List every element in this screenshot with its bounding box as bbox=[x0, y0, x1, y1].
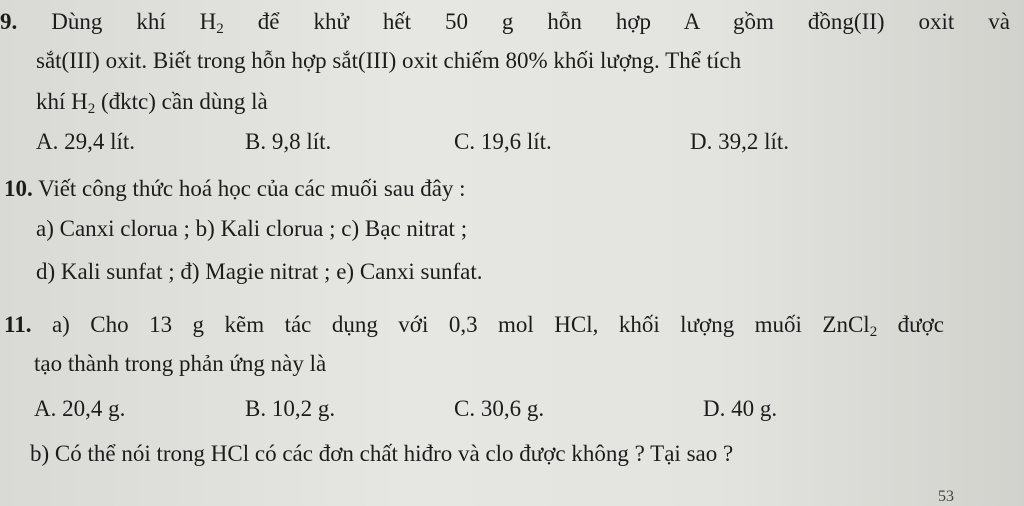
q11-text-1b: được bbox=[877, 312, 944, 337]
q11-part-b: b) Có thể nói trong HCl có các đơn chất hiđro và clo được không ? Tại sao ? bbox=[30, 441, 734, 466]
q11-option-b: B. 10,2 g. bbox=[245, 396, 336, 421]
q9-option-a: A. 29,4 lít. bbox=[36, 129, 136, 154]
q9-line-1 bbox=[0, 8, 1010, 36]
q9-option-c: C. 19,6 lít. bbox=[454, 129, 552, 154]
q9-number: 9. bbox=[0, 9, 18, 34]
q11-option-a: A. 20,4 g. bbox=[34, 396, 126, 421]
q10-number: 10. bbox=[4, 176, 33, 201]
q9-text-3b: (đktc) cần dùng là bbox=[95, 89, 268, 114]
q11-text-1a: a) Cho 13 g kẽm tác dụng với 0,3 mol HCl, khối lượng muối ZnCl bbox=[31, 312, 870, 337]
q9-text-1b: để khử hết 50 g hỗn hợp A gồm đồng(II) oxit và bbox=[223, 9, 1010, 34]
q11-sub-1: 2 bbox=[869, 324, 878, 340]
q9-line-3 bbox=[36, 88, 268, 116]
q9-text-1a: Dùng khí H bbox=[51, 9, 217, 34]
q10-line-a: a) Canxi clorua ; b) Kali clorua ; c) Bạc nitrat ; bbox=[36, 216, 468, 241]
q9-option-d: D. 39,2 lít. bbox=[690, 129, 790, 154]
q10-title: Viết công thức hoá học của các muối sau đây : bbox=[32, 176, 466, 201]
q11-option-d: D. 40 g. bbox=[703, 396, 778, 421]
q9-line-2: sắt(III) oxit. Biết trong hỗn hợp sắt(III) oxit chiếm 80% khối lượng. Thể tích bbox=[36, 48, 742, 73]
q11-line-1 bbox=[4, 311, 944, 339]
q11-option-c: C. 30,6 g. bbox=[454, 396, 545, 421]
q11-number: 11. bbox=[4, 312, 32, 337]
q9-sub-1: 2 bbox=[216, 21, 224, 37]
q9-option-b: B. 9,8 lít. bbox=[245, 129, 332, 154]
q9-text-3a: khí H bbox=[36, 89, 88, 114]
q11-line-2: tạo thành trong phản ứng này là bbox=[34, 351, 327, 376]
q10-line-b: d) Kali sunfat ; đ) Magie nitrat ; e) Canxi sunfat. bbox=[36, 259, 483, 284]
page-number: 53 bbox=[938, 488, 954, 505]
q10-title-line bbox=[4, 175, 466, 203]
q9-sub-3: 2 bbox=[87, 101, 96, 117]
